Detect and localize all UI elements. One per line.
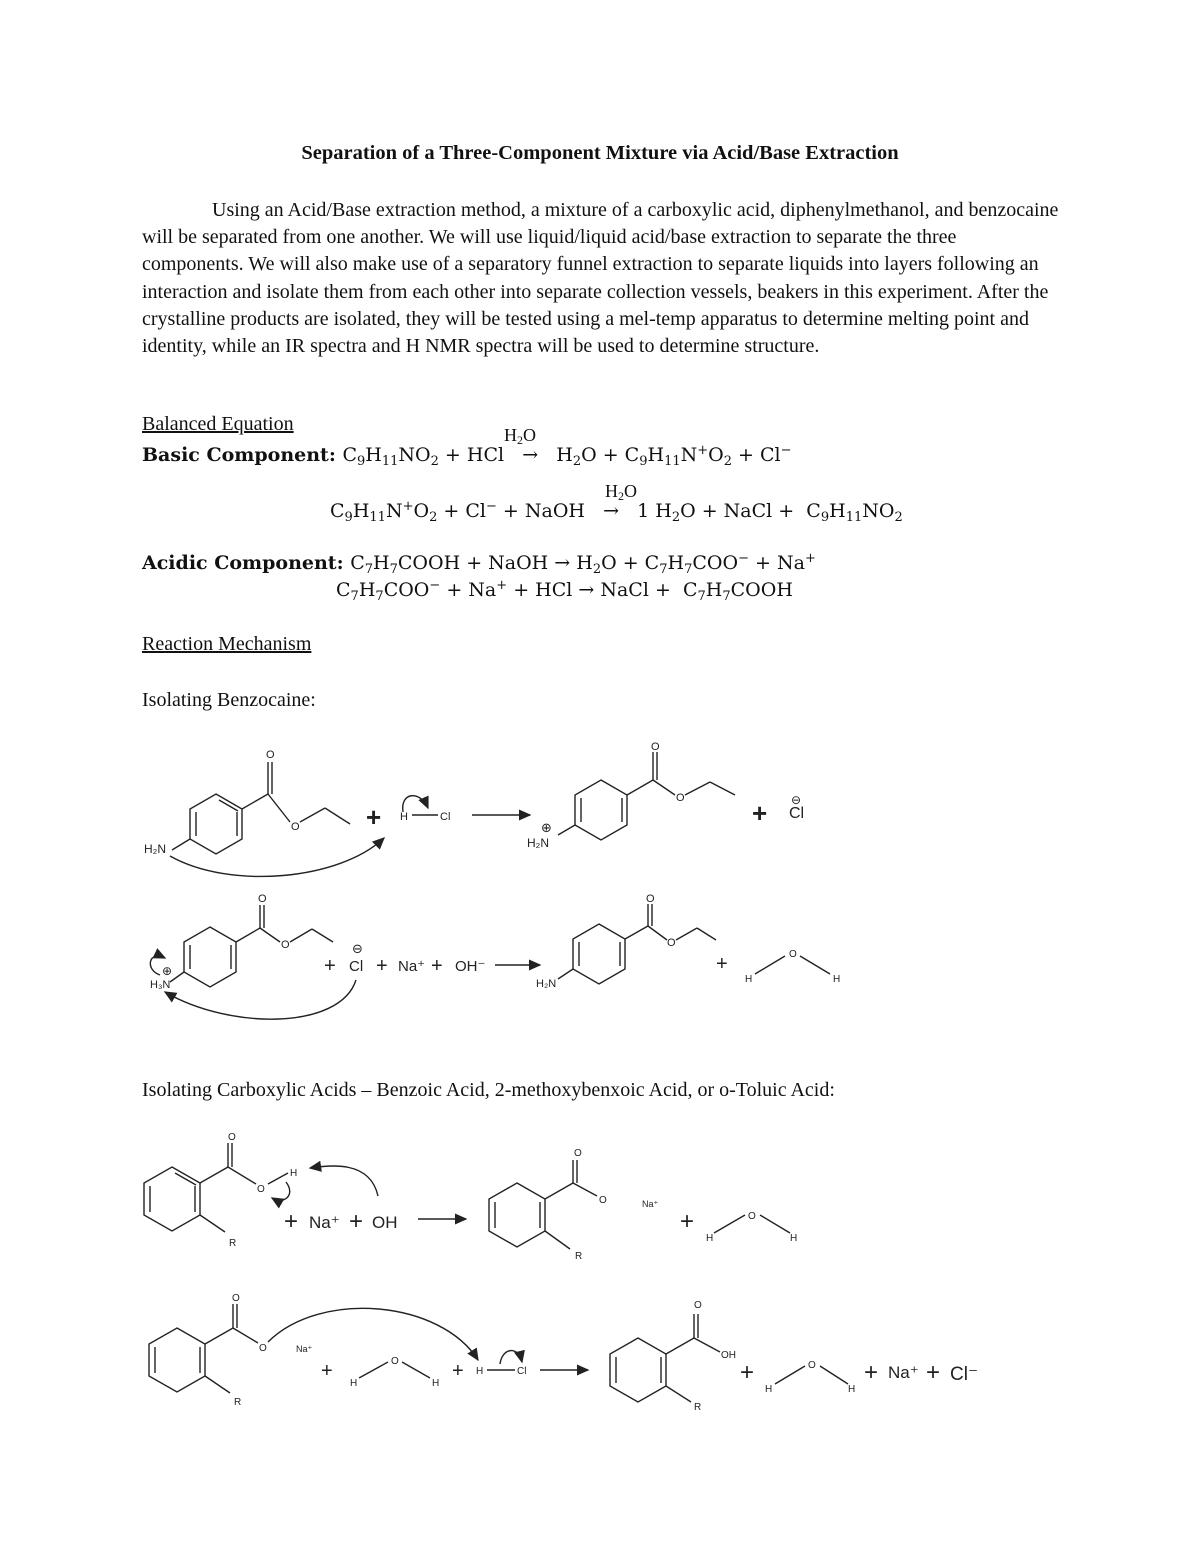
chloride-ion: Cl (789, 805, 805, 822)
atom-h: H (290, 1168, 298, 1179)
sodium-ion: Na⁺ (398, 958, 426, 975)
atom-h2n: H₂N (144, 842, 166, 856)
atom-h2n: H₂N (536, 978, 557, 990)
atom-o: O (694, 1300, 702, 1311)
atom-o: O (232, 1293, 240, 1304)
atom-cl: Cl (517, 1366, 527, 1377)
atom-o-minus: O (599, 1195, 607, 1206)
isolating-benzocaine-label: Isolating Benzocaine: (142, 689, 316, 711)
chloride-ion: Cl (349, 958, 364, 975)
atom-o: O (257, 1184, 265, 1195)
balanced-equation-heading: Balanced Equation (142, 413, 294, 435)
atom-o: O (789, 949, 797, 960)
atom-h3n: H₃N (150, 979, 171, 991)
isolating-acids-label: Isolating Carboxylic Acids – Benzoic Acid, 2-methoxybenxoic Acid, or o-Toluic Acid: (142, 1079, 835, 1101)
basic-equation-1: Basic Component: $C_9H_{11}NO_2$ + HCl → $H_2O + C_9H_{11}N^+O_2 + Cl^-$ (142, 443, 792, 469)
atom-o: O (651, 741, 660, 753)
plus-sign: + (752, 798, 768, 828)
over-arrow-label: $H_2O$ (504, 425, 536, 447)
atom-o: O (748, 1211, 756, 1222)
atom-h: H (432, 1378, 440, 1389)
hydroxide-ion: OH⁻ (455, 958, 486, 975)
atom-h: H (765, 1384, 773, 1395)
charge-plus: ⊕ (541, 820, 552, 835)
r-group: R (234, 1397, 242, 1408)
sodium-ion: Na⁺ (642, 1199, 659, 1209)
plus-sign: + (716, 953, 728, 975)
r-group: R (229, 1238, 237, 1249)
plus-sign: + (864, 1359, 879, 1386)
charge-minus: ⊖ (352, 941, 363, 956)
sodium-ion: Na⁺ (309, 1213, 340, 1232)
plus-sign: + (324, 955, 336, 977)
atom-h: H (790, 1233, 798, 1244)
atom-o: O (391, 1356, 399, 1367)
plus-sign: + (284, 1208, 299, 1235)
atom-o: O (281, 939, 290, 951)
atom-h: H (400, 811, 408, 823)
atom-oh: OH (721, 1350, 736, 1361)
atom-h3n: H₂N (527, 836, 549, 850)
plus-sign: + (376, 955, 388, 977)
atom-h: H (848, 1384, 856, 1395)
plus-sign: + (680, 1208, 695, 1235)
acidic-component-label: Acidic Component: (142, 552, 351, 574)
charge-plus: ⊕ (162, 964, 173, 978)
plus-sign: + (452, 1360, 464, 1382)
plus-sign: + (349, 1208, 364, 1235)
plus-sign: + (321, 1360, 333, 1382)
atom-o: O (291, 821, 300, 833)
atom-h: H (745, 974, 753, 985)
reaction-mechanism-heading: Reaction Mechanism (142, 633, 312, 655)
atom-o: O (667, 937, 676, 949)
plus-sign: + (926, 1359, 941, 1386)
charge-minus: ⊖ (791, 793, 802, 807)
sodium-ion: Na⁺ (296, 1344, 313, 1354)
r-group: R (575, 1251, 583, 1262)
basic-component-label: Basic Component: (142, 444, 343, 466)
hydroxide-ion: OH (372, 1213, 398, 1232)
atom-h: H (833, 974, 841, 985)
atom-o: O (808, 1360, 816, 1371)
atom-o: O (228, 1132, 236, 1143)
document-title: Separation of a Three-Component Mixture via Acid/Base Extraction (301, 142, 899, 164)
atom-cl: Cl (440, 811, 451, 823)
atom-o: O (258, 893, 267, 905)
sodium-ion: Na⁺ (888, 1363, 919, 1382)
chloride-ion: Cl⁻ (950, 1364, 978, 1385)
atom-o: O (266, 749, 275, 761)
intro-text: Using an Acid/Base extraction method, a mixture of a carboxylic acid, diphenylmethanol, and benzocaine will be separated from one another. We will use liquid/liquid acid/base extraction to separate the three components. We will also make use of a separatory funnel extraction to separate liquids into layers following an interaction and isolate them from each other into separate collection vessels, beakers in this experiment. After the crystalline products are isolated, they will be tested using a mel-temp apparatus to determine melting point and identity, while an IR spectra and H NMR spectra will be used to determine structure. (142, 199, 1059, 358)
r-group: R (694, 1402, 702, 1413)
atom-h: H (706, 1233, 714, 1244)
over-arrow-label: $H_2O$ (605, 481, 637, 503)
atom-o: O (574, 1148, 582, 1159)
atom-o: O (676, 792, 685, 804)
atom-o: O (646, 893, 655, 905)
plus-sign: + (366, 802, 382, 832)
atom-h: H (350, 1378, 358, 1389)
acidic-equation-2: $C_7H_7COO^- + Na^+$ + HCl → NaCl + $C_7H_7COOH$ (336, 578, 793, 604)
atom-h: H (476, 1366, 484, 1377)
basic-equation-2: $C_9H_{11}N^+O_2 + Cl^-$ + NaOH → 1 $H_2O$ + NaCl + $C_9H_{11}NO_2$ (330, 499, 903, 525)
plus-sign: + (431, 955, 443, 977)
acidic-equation-1: Acidic Component: $C_7H_7COOH$ + NaOH → $H_2O + C_7H_7COO^- + Na^+$ (142, 551, 816, 577)
plus-sign: + (740, 1359, 755, 1386)
atom-o-minus: O (259, 1343, 267, 1354)
